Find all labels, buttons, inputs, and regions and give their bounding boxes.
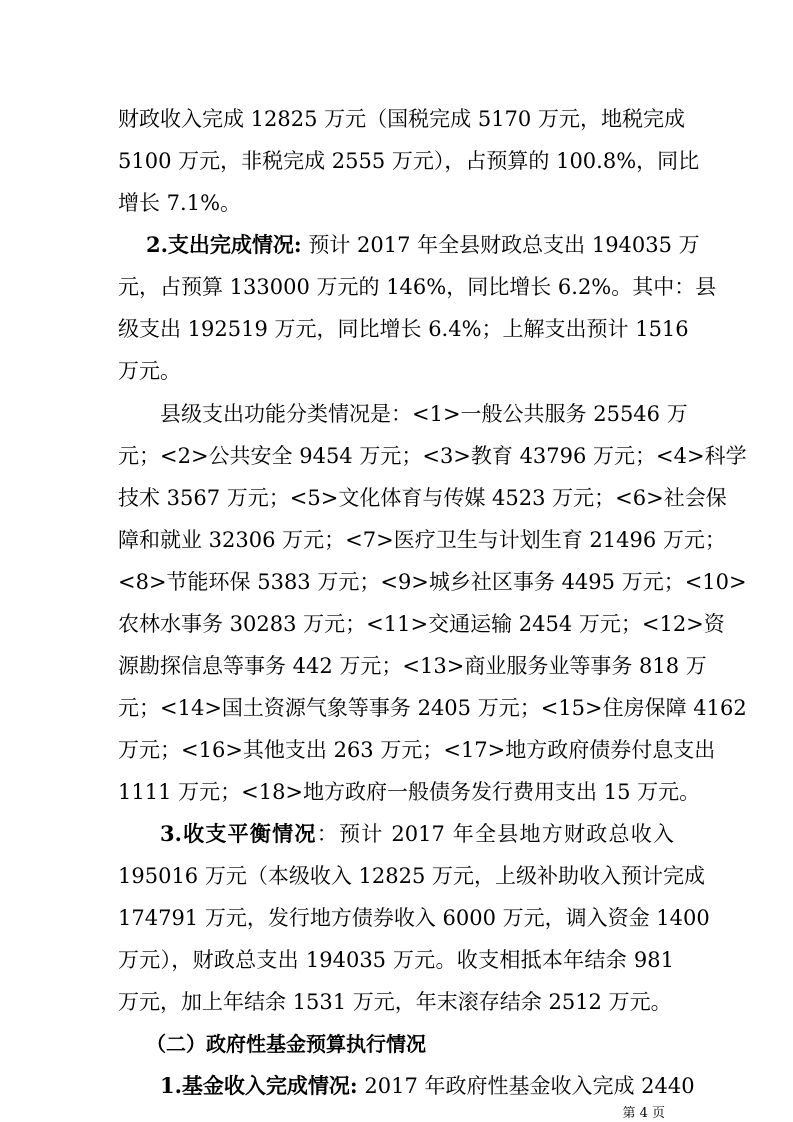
- section-2-text: 预计 2017 年全县财政总支出 194035 万: [301, 233, 700, 257]
- text-line: 源勘探信息等事务 442 万元；<13>商业服务业等事务 818 万: [118, 654, 707, 678]
- section-2-first-line: [146, 230, 700, 260]
- fund-first-line: [160, 1071, 695, 1101]
- text-line: 县级支出功能分类情况是：<1>一般公共服务 25546 万: [160, 402, 688, 426]
- fund-text: 2017 年政府性基金收入完成 2440: [357, 1074, 695, 1098]
- section-2-heading: 2.支出完成情况:: [146, 232, 302, 257]
- section-3-text: ：预计 2017 年全县地方财政总收入: [316, 822, 674, 846]
- text-line: 5100 万元，非税完成 2555 万元），占预算的 100.8%，同比: [118, 149, 700, 173]
- text-line: 农林水事务 30283 万元；<11>交通运输 2454 万元；<12>资: [118, 612, 725, 636]
- text-line: 174791 万元，发行地方债券收入 6000 万元，调入资金 1400: [118, 906, 710, 930]
- text-line: 元，占预算 133000 万元的 146%，同比增长 6.2%。其中：县: [118, 275, 717, 299]
- text-line: 障和就业 32306 万元；<7>医疗卫生与计划生育 21496 万元；: [118, 528, 726, 552]
- text-line: 万元；<16>其他支出 263 万元；<17>地方政府债券付息支出: [118, 738, 716, 762]
- fund-heading: 1.基金收入完成情况:: [160, 1073, 358, 1098]
- text-line: 万元，加上年结余 1531 万元，年末滚存结余 2512 万元。: [118, 990, 672, 1014]
- page-footer: [0, 1102, 793, 1121]
- text-line: 195016 万元（本级收入 12825 万元，上级补助收入预计完成: [118, 864, 705, 888]
- text-line: 万元。: [118, 359, 181, 383]
- text-line: <8>节能环保 5383 万元；<9>城乡社区事务 4495 万元；<10>: [118, 570, 747, 594]
- text-line: 元；<14>国土资源气象等事务 2405 万元；<15>住房保障 4162: [118, 696, 747, 720]
- section-heading: （二）政府性基金预算执行情况: [146, 1032, 426, 1056]
- text-line: 元；<2>公共安全 9454 万元；<3>教育 43796 万元；<4>科学: [118, 444, 747, 468]
- text-line: 技术 3567 万元；<5>文化体育与传媒 4523 万元；<6>社会保: [118, 486, 727, 510]
- page-number: 第 4 页: [622, 1106, 665, 1121]
- text-line: 级支出 192519 万元，同比增长 6.4%；上解支出预计 1516: [118, 317, 689, 341]
- section-3-heading: 3.收支平衡情况: [160, 821, 317, 846]
- text-line: 增长 7.1%。: [118, 191, 242, 215]
- text-line: 1111 万元；<18>地方政府一般债务发行费用支出 15 万元。: [118, 780, 701, 804]
- text-line: 财政收入完成 12825 万元（国税完成 5170 万元，地税完成: [118, 107, 685, 131]
- text-line: 万元），财政总支出 194035 万元。收支相抵本年结余 981: [118, 948, 674, 972]
- section-3-first-line: [160, 819, 674, 849]
